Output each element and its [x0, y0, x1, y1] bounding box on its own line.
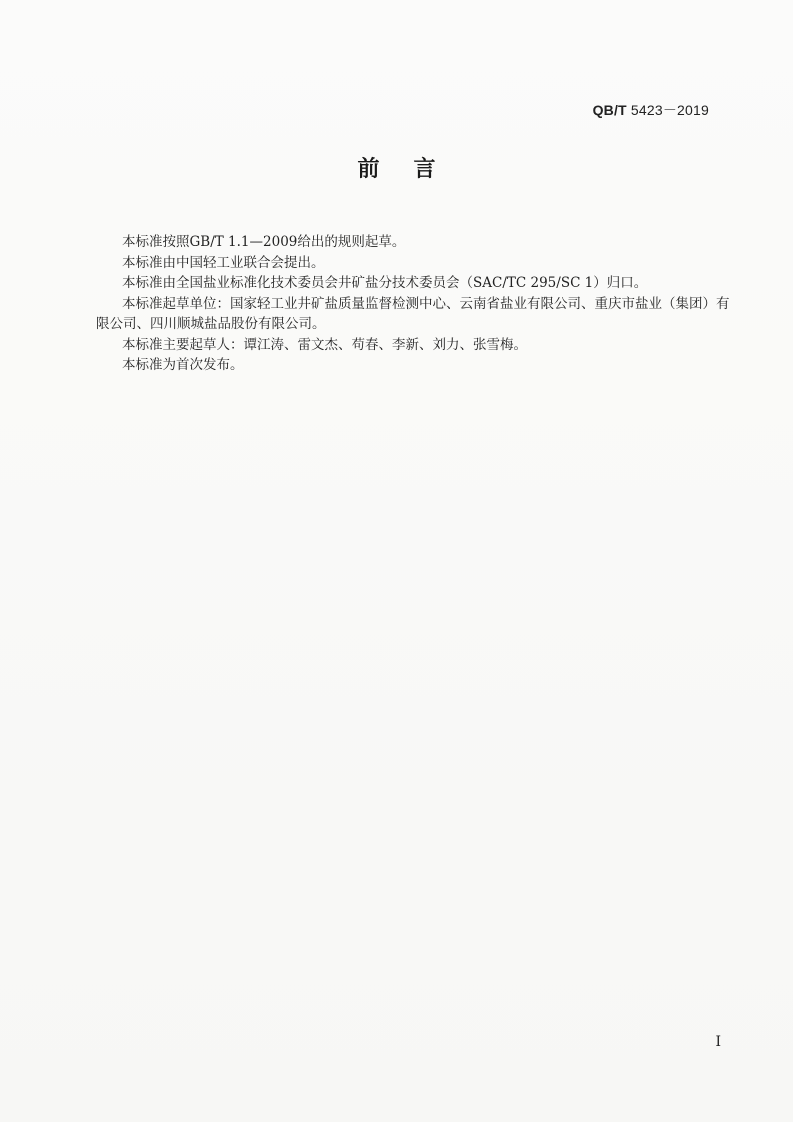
standard-code: [593, 100, 709, 120]
paragraph-drafters: 本标准主要起草人：谭江涛、雷文杰、苟春、李新、刘力、张雪梅。: [122, 336, 527, 353]
page-number: I: [715, 1034, 721, 1050]
paragraph-first-release: 本标准为首次发布。: [122, 357, 244, 373]
standard-code-prefix: QB/T: [592, 102, 627, 118]
paragraph-proposer: 本标准由中国轻工业联合会提出。: [122, 254, 325, 271]
paragraph-drafting-units: 本标准起草单位：国家轻工业井矿盐质量监督检测中心、云南省盐业有限公司、重庆市盐业（集团）有限公司、四川顺城盐品股份有限公司。: [96, 295, 730, 332]
paragraph-committee: 本标准由全国盐业标准化技术委员会井矿盐分技术委员会（SAC/TC 295/SC 1）归口。: [122, 275, 648, 291]
standard-code-number: 5423－2019: [626, 102, 709, 118]
paragraph-drafting-rules: 本标准按照GB/T 1.1—2009给出的规则起草。: [122, 234, 406, 250]
foreword-body: [96, 232, 736, 376]
page-title: 前言: [357, 157, 470, 182]
